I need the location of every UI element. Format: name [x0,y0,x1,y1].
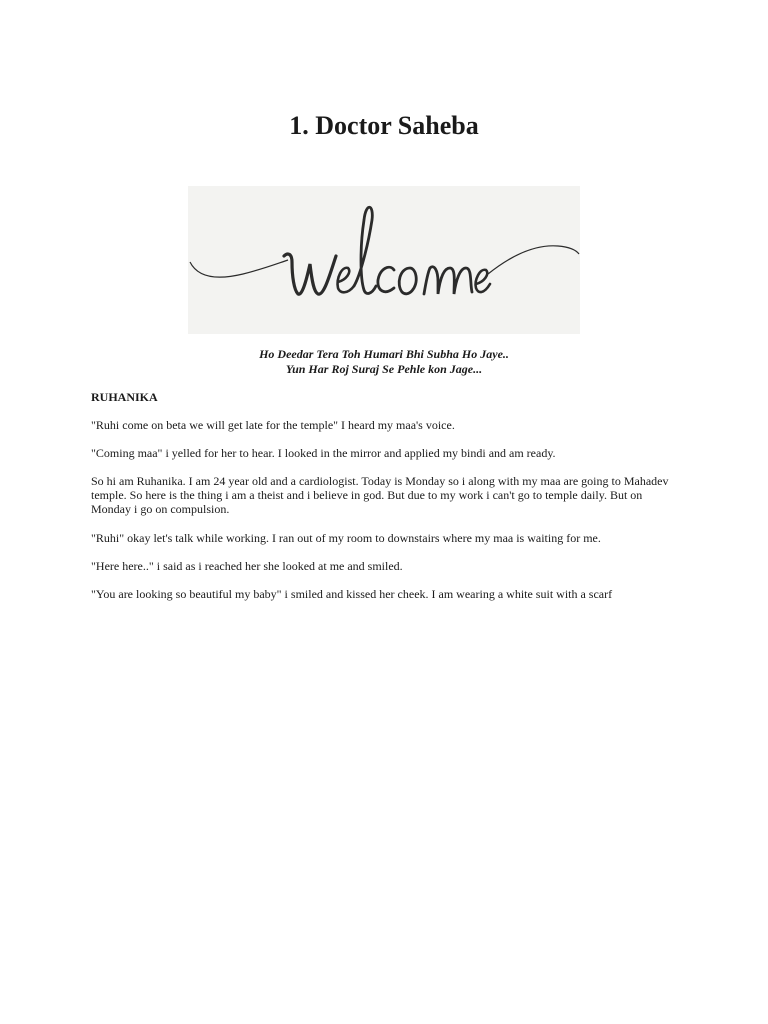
verse-block [0,347,768,377]
paragraph: "Coming maa" i yelled for her to hear. I looked in the mirror and applied my bindi and am ready. [91,446,556,460]
paragraph: "Ruhi come on beta we will get late for the temple" I heard my maa's voice. [91,418,455,432]
welcome-image [188,186,580,334]
paragraph: "You are looking so beautiful my baby" i smiled and kissed her cheek. I am wearing a white suit with a scarf [91,587,613,601]
chapter-title: 1. Doctor Saheba [289,111,479,140]
paragraph: So hi am Ruhanika. I am 24 year old and a cardiologist. Today is Monday so i along with my maa are going to Mahadev temple. So here is the thing i am a theist and i believe in god. But due to my work i can't go to temple daily. But on Monday i go on compulsion. [91,474,669,516]
section-heading: RUHANIKA [91,390,158,404]
paragraph: "Ruhi" okay let's talk while working. I ran out of my room to downstairs where my maa is waiting for me. [91,531,601,545]
verse-line-1: Ho Deedar Tera Toh Humari Bhi Subha Ho Jaye.. [259,347,509,361]
welcome-script-graphic [188,186,580,334]
paragraph: "Here here.." i said as i reached her she looked at me and smiled. [91,559,403,573]
verse-line-2: Yun Har Roj Suraj Se Pehle kon Jage... [285,362,483,376]
